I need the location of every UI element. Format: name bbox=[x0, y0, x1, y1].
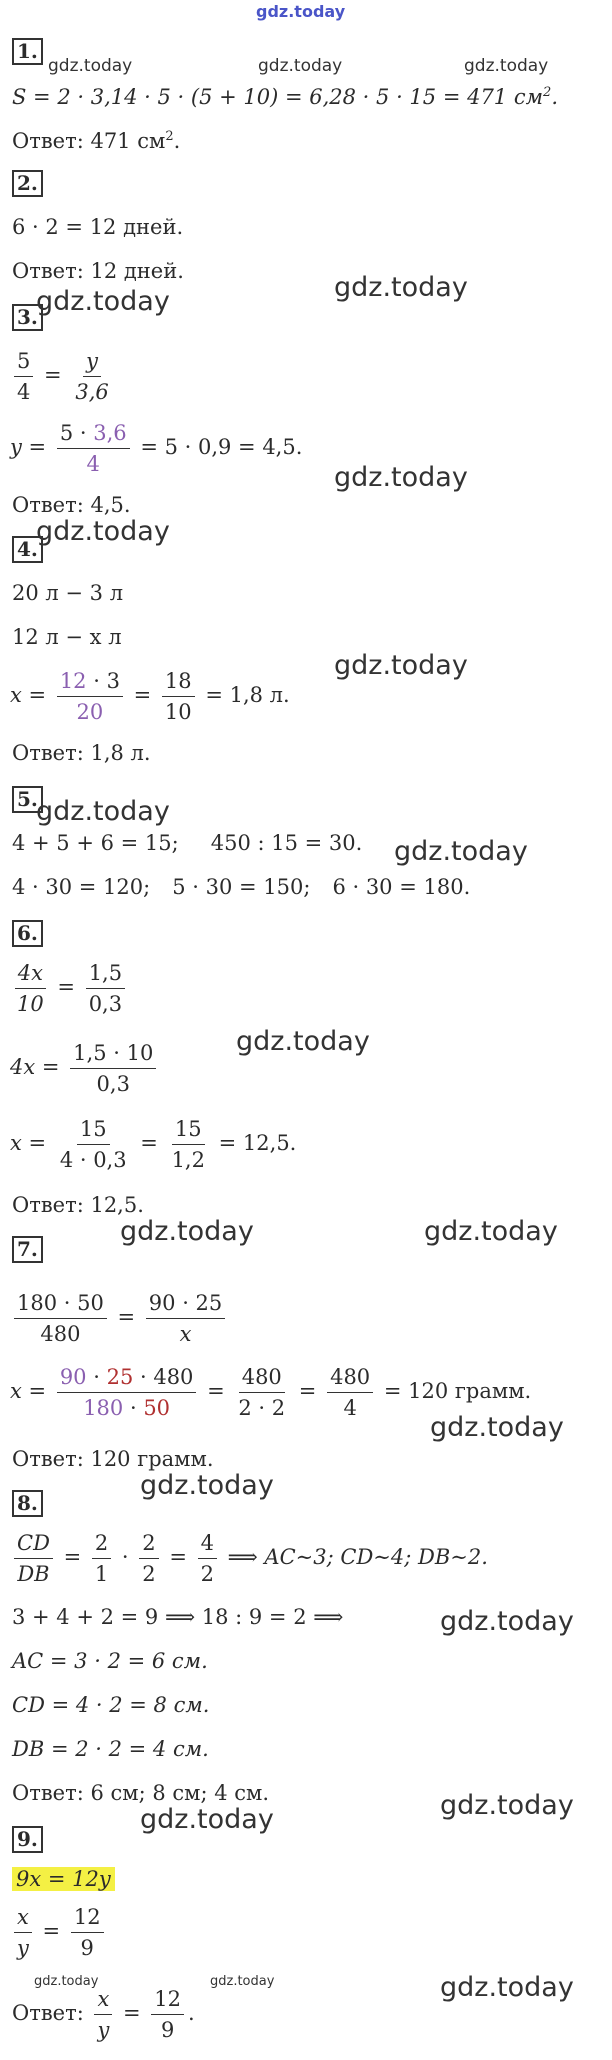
p5-l1b: 450 : 15 = 30. bbox=[210, 831, 363, 855]
numerator: 15 bbox=[172, 1116, 205, 1145]
fraction bbox=[57, 1364, 197, 1421]
numerator: x bbox=[14, 1904, 32, 1933]
watermark: gdz.today bbox=[36, 796, 170, 827]
fraction bbox=[94, 1986, 112, 2043]
fraction bbox=[72, 348, 111, 405]
fraction bbox=[14, 348, 33, 405]
header-watermark: gdz.today bbox=[256, 2, 346, 21]
problem-6-proportion: $\frac{4x}{10}$ = $\frac{1,5}{0,3}$ bbox=[10, 960, 129, 1017]
watermark: gdz.today bbox=[36, 286, 170, 317]
problem-4-number: 4. bbox=[12, 536, 43, 563]
watermark: gdz.today bbox=[464, 56, 549, 76]
problem-5-line2 bbox=[12, 874, 470, 900]
rest: ⟹ AC∼3; CD∼4; DB∼2. bbox=[227, 1545, 488, 1569]
denominator: 2 bbox=[142, 1562, 156, 1586]
denominator: 4 bbox=[86, 452, 100, 476]
p5-l2b: 5 · 30 = 150; bbox=[172, 875, 311, 899]
num-a: 90 bbox=[59, 1365, 87, 1389]
fraction bbox=[162, 668, 195, 725]
p1-eq-end: . bbox=[551, 85, 558, 109]
fraction bbox=[57, 668, 123, 725]
problem-7-answer: Ответ: 120 грамм. bbox=[12, 1447, 214, 1471]
denominator: 480 bbox=[40, 1322, 81, 1346]
problem-1-answer bbox=[12, 124, 180, 154]
fraction bbox=[57, 420, 130, 477]
problem-7-proportion: $\frac{180 \cdot 50}{480}$ = $\frac{90 \cdot 25}{x}$ bbox=[10, 1290, 229, 1347]
fraction bbox=[151, 1986, 184, 2043]
fraction bbox=[86, 960, 125, 1017]
problem-6-step3: x = $\frac{15}{4 \cdot 0,3}$ = $\frac{15}{1,2}$ = 12,5. bbox=[10, 1117, 297, 1172]
den-a: 180 bbox=[83, 1396, 124, 1420]
fraction bbox=[14, 1290, 107, 1347]
numerator bbox=[57, 420, 130, 449]
numerator: 2 bbox=[92, 1530, 111, 1559]
denominator: y bbox=[97, 2018, 110, 2042]
denominator: 1,2 bbox=[171, 1148, 205, 1172]
problem-8-answer: Ответ: 6 см; 8 см; 4 см. bbox=[12, 1781, 270, 1805]
denominator bbox=[80, 1393, 173, 1421]
numerator: 480 bbox=[239, 1364, 285, 1393]
problem-5-line1 bbox=[12, 830, 362, 856]
problem-8-ratio: $\frac{CD}{DB}$ = $\frac{2}{1}$ · $\frac{2}{2}$ = $\frac{4}{2}$ ⟹ AC∼3; CD∼4; DB∼2. bbox=[10, 1530, 488, 1587]
denominator: 2 bbox=[200, 1562, 214, 1586]
problem-9-highlight bbox=[12, 1866, 115, 1892]
numerator: 180 · 50 bbox=[14, 1290, 107, 1319]
problem-4-line1: 20 л − 3 л bbox=[12, 581, 124, 605]
numerator bbox=[57, 668, 123, 697]
denominator: DB bbox=[17, 1562, 50, 1586]
problem-4-line2: 12 л − x л bbox=[12, 625, 122, 649]
denominator: 4 bbox=[343, 1396, 357, 1420]
denominator: 10 bbox=[164, 700, 192, 724]
problem-7-solution: x = $\frac{90 \cdot 25 \cdot 480}{180 \cdot 50}$ = $\frac{480}{2 \cdot 2}$ = $\frac{480}{4}$ = 120 грамм. bbox=[10, 1365, 532, 1420]
fraction bbox=[14, 960, 47, 1017]
highlighted-equation: 9x = 12y bbox=[12, 1867, 115, 1891]
numerator: 90 · 25 bbox=[146, 1290, 225, 1319]
x-eq: 4x = bbox=[10, 1055, 60, 1079]
fraction bbox=[92, 1530, 111, 1587]
denominator: 4 · 0,3 bbox=[59, 1148, 127, 1172]
p1-ans-end: . bbox=[173, 129, 181, 153]
p5-l2a: 4 · 30 = 120; bbox=[12, 875, 151, 899]
num-part: · 3 bbox=[86, 669, 120, 693]
problem-8-line2: 3 + 4 + 2 = 9 ⟹ 18 : 9 = 2 ⟹ bbox=[12, 1605, 344, 1629]
p1-ans-text: Ответ: 471 см bbox=[12, 129, 166, 153]
watermark: gdz.today bbox=[48, 56, 133, 76]
numerator: 18 bbox=[162, 668, 195, 697]
watermark: gdz.today bbox=[34, 1974, 99, 1989]
num-c: 25 bbox=[106, 1365, 134, 1389]
numerator: 5 bbox=[14, 348, 33, 377]
numerator: 4x bbox=[15, 960, 46, 989]
numerator: CD bbox=[14, 1530, 53, 1559]
watermark: gdz.today bbox=[210, 1974, 275, 1989]
fraction bbox=[169, 1116, 208, 1173]
fraction bbox=[146, 1290, 225, 1347]
p5-l1a: 4 + 5 + 6 = 15; bbox=[12, 831, 179, 855]
problem-9-answer: Ответ: $\frac{x}{y}$ = $\frac{12}{9}$ . bbox=[12, 1987, 195, 2042]
rest: = 5 · 0,9 = 4,5. bbox=[140, 435, 303, 459]
problem-1-equation bbox=[12, 80, 558, 110]
denominator: 4 bbox=[17, 380, 31, 404]
problem-3-solution bbox=[10, 420, 302, 477]
denominator: x bbox=[179, 1322, 192, 1346]
watermark: gdz.today bbox=[394, 836, 528, 867]
problem-5-number: 5. bbox=[12, 786, 43, 813]
denominator: 0,3 bbox=[96, 1072, 130, 1096]
denominator: 3,6 bbox=[75, 380, 109, 404]
x-eq: x = bbox=[10, 683, 47, 707]
x-eq: x = bbox=[10, 1131, 47, 1155]
fraction bbox=[14, 1904, 32, 1961]
answer-label: Ответ: bbox=[12, 2001, 84, 2025]
num-part: 5 · bbox=[59, 421, 94, 445]
problem-8-line4: CD = 4 · 2 = 8 см. bbox=[12, 1693, 210, 1717]
watermark: gdz.today bbox=[140, 1804, 274, 1835]
numerator: 15 bbox=[77, 1116, 110, 1145]
fraction bbox=[139, 1530, 158, 1587]
denominator: 20 bbox=[76, 700, 104, 724]
problem-2-equation: 6 · 2 = 12 дней. bbox=[12, 215, 184, 239]
problem-6-answer: Ответ: 12,5. bbox=[12, 1193, 144, 1217]
watermark: gdz.today bbox=[440, 1606, 574, 1637]
num-highlight: 3,6 bbox=[93, 421, 127, 445]
denominator: 9 bbox=[80, 1936, 94, 1960]
watermark: gdz.today bbox=[440, 1790, 574, 1821]
numerator: 12 bbox=[71, 1904, 104, 1933]
problem-9-number: 9. bbox=[12, 1826, 43, 1853]
problem-6-step2 bbox=[10, 1040, 160, 1097]
numerator: 480 bbox=[327, 1364, 373, 1393]
problem-8-line5: DB = 2 · 2 = 4 см. bbox=[12, 1737, 209, 1761]
problem-1-number: 1. bbox=[12, 38, 43, 65]
numerator: 4 bbox=[198, 1530, 217, 1559]
numerator: 2 bbox=[139, 1530, 158, 1559]
rest: = 1,8 л. bbox=[205, 683, 290, 707]
watermark: gdz.today bbox=[36, 516, 170, 547]
denominator: 2 · 2 bbox=[238, 1396, 286, 1420]
numerator bbox=[57, 1364, 197, 1393]
denominator: 9 bbox=[160, 2018, 175, 2042]
denominator: 0,3 bbox=[88, 992, 123, 1016]
fraction bbox=[235, 1364, 288, 1421]
num-b: · bbox=[86, 1365, 107, 1389]
problem-4-solution: x = $\frac{12 \cdot 3}{20}$ = $\frac{18}{10}$ = 1,8 л. bbox=[10, 669, 290, 724]
problem-8-line3: AC = 3 · 2 = 6 см. bbox=[12, 1649, 208, 1673]
numerator: x bbox=[94, 1986, 112, 2015]
numerator: 1,5 bbox=[86, 960, 125, 989]
x-eq: x = bbox=[10, 1379, 47, 1403]
fraction bbox=[57, 1116, 130, 1173]
num-d: · 480 bbox=[133, 1365, 194, 1389]
problem-2-answer: Ответ: 12 дней. bbox=[12, 259, 184, 283]
numerator: 1,5 · 10 bbox=[70, 1040, 156, 1069]
p5-l2c: 6 · 30 = 180. bbox=[332, 875, 471, 899]
rest: = 12,5. bbox=[218, 1131, 297, 1155]
denominator: y bbox=[17, 1936, 29, 1960]
fraction bbox=[327, 1364, 373, 1421]
problem-3-number: 3. bbox=[12, 304, 43, 331]
watermark: gdz.today bbox=[236, 1026, 370, 1057]
period: . bbox=[188, 2001, 195, 2025]
problem-3-answer: Ответ: 4,5. bbox=[12, 493, 131, 517]
den-b: · bbox=[123, 1396, 144, 1420]
watermark: gdz.today bbox=[424, 1216, 558, 1247]
den-c: 50 bbox=[143, 1396, 171, 1420]
watermark: gdz.today bbox=[120, 1216, 254, 1247]
denominator: 10 bbox=[17, 992, 44, 1016]
problem-7-number: 7. bbox=[12, 1236, 43, 1263]
problem-9-proportion: $\frac{x}{y}$ = $\frac{12}{9}$ bbox=[10, 1904, 108, 1961]
fraction bbox=[14, 1530, 53, 1587]
denominator: 1 bbox=[94, 1562, 109, 1586]
y-eq: y = bbox=[10, 435, 47, 459]
problem-3-proportion: $\frac{5}{4}$ = $\frac{y}{3,6}$ bbox=[10, 348, 116, 405]
watermark: gdz.today bbox=[140, 1470, 274, 1501]
numerator: 12 bbox=[151, 1986, 184, 2015]
watermark: gdz.today bbox=[430, 1412, 564, 1443]
problem-6-number: 6. bbox=[12, 920, 43, 947]
problem-4-answer: Ответ: 1,8 л. bbox=[12, 741, 151, 765]
watermark: gdz.today bbox=[440, 1972, 574, 2003]
problem-8-number: 8. bbox=[12, 1490, 43, 1517]
p1-eq-text: S = 2 · 3,14 · 5 · (5 + 10) = 6,28 · 5 · 15 = 471 см bbox=[12, 85, 544, 109]
watermark: gdz.today bbox=[334, 272, 468, 303]
fraction bbox=[71, 1904, 104, 1961]
p1-ans-exp: 2 bbox=[165, 129, 174, 144]
rest: = 120 грамм. bbox=[383, 1379, 532, 1403]
watermark: gdz.today bbox=[258, 56, 343, 76]
problem-2-number: 2. bbox=[12, 170, 43, 197]
numerator: y bbox=[83, 348, 101, 377]
fraction bbox=[198, 1530, 217, 1587]
watermark: gdz.today bbox=[334, 462, 468, 493]
p1-exp: 2 bbox=[543, 85, 552, 100]
watermark: gdz.today bbox=[334, 650, 468, 681]
num-highlight: 12 bbox=[59, 669, 87, 693]
fraction bbox=[70, 1040, 156, 1097]
